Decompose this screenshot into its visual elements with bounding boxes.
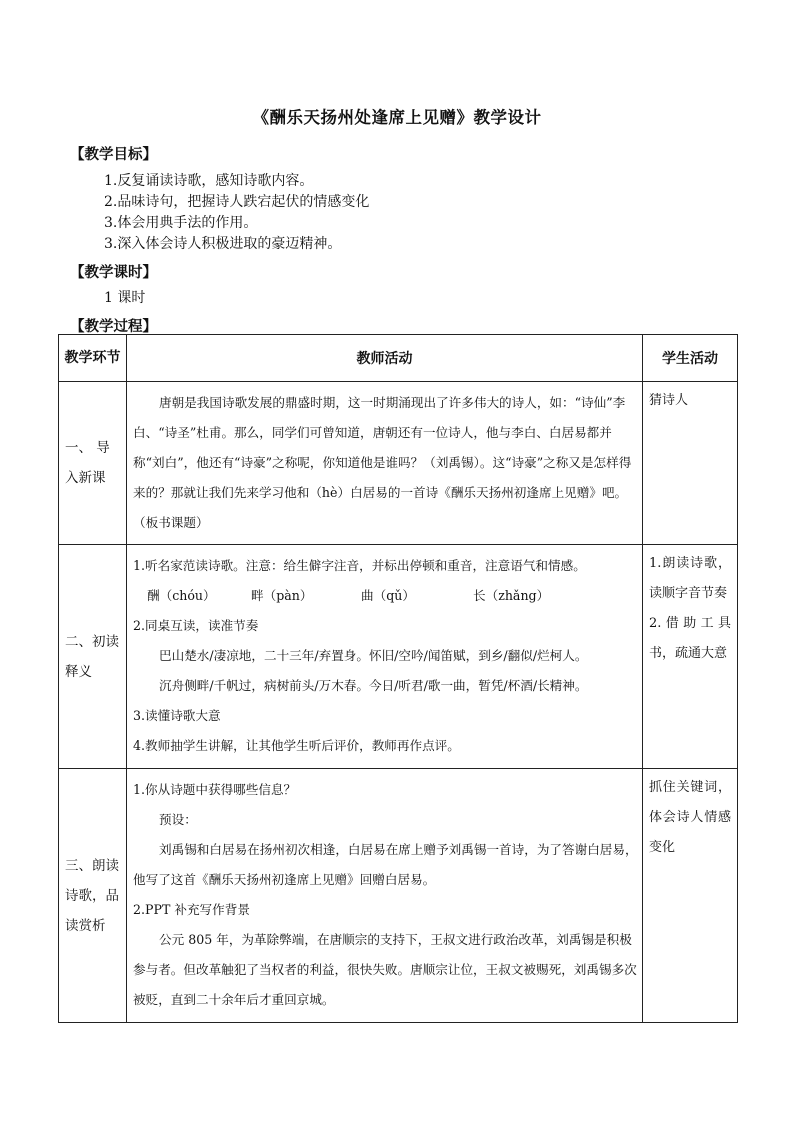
table-row [59, 769, 738, 1023]
teacher-cell [127, 769, 643, 1023]
hours-heading: 【教学课时】 [70, 264, 157, 281]
teacher-text: 刘禹锡和白居易在扬州初次相逢，白居易在席上赠予刘禹锡一首诗，为了答谢白居易，他写了这首《酬乐天扬州初逢席上见赠》回赠白居易。 [133, 842, 638, 887]
goal-item: 3.深入体会诗人积极进取的豪迈精神。 [104, 236, 342, 252]
pinyin-item: 曲（qǔ） [361, 588, 415, 603]
teacher-text: 预设： [159, 812, 197, 827]
student-text: 猜诗人 [649, 393, 689, 408]
teacher-text: 1.听名家范读诗歌。注意：给生僻字注音，并标出停顿和重音，注意语气和情感。 [133, 558, 586, 573]
teacher-text: 唐朝是我国诗歌发展的鼎盛时期，这一时期涌现出了许多伟大的诗人，如：“诗仙”李白、“诗圣”杜甫。那么，同学们可曾知道，唐朝还有一位诗人，他与李白、白居易都并称“刘白”，他还有“诗豪”之称呢，你知道他是谁吗？（刘禹锡）。这“诗豪”之称又是怎样得来的？那就让我们先来学习他和（hè）白居易的一首诗《酬乐天扬州初逢席上见赠》吧。（板书课题） [133, 395, 632, 530]
process-heading: 【教学过程】 [70, 318, 157, 335]
teacher-cell [127, 545, 643, 769]
teacher-text: 公元 805 年，为革除弊端，在唐顺宗的支持下，王叔文进行政治改革，刘禹锡是积极参与者。但改革触犯了当权者的利益，很快失败。唐顺宗让位，王叔文被赐死，刘禹锡多次被贬，直到二十余年后才重回京城。 [133, 932, 637, 1007]
table-row [59, 382, 738, 545]
student-cell [643, 545, 738, 769]
poem-line: 巴山楚水/凄凉地，二十三年/弃置身。怀旧/空吟/闻笛赋，到乡/翻似/烂柯人。 [159, 648, 588, 663]
goal-item: 3.体会用典手法的作用。 [104, 215, 258, 231]
teacher-text: 1.你从诗题中获得哪些信息？ [133, 782, 297, 797]
hours-value: 1 课时 [104, 290, 146, 306]
student-cell [643, 382, 738, 545]
teacher-cell [127, 382, 643, 545]
pinyin-item: 长（zhǎng） [473, 588, 550, 603]
student-cell [643, 769, 738, 1023]
pinyin-item: 酬（chóu） [147, 588, 216, 603]
student-text: 1.朗读诗歌，读顺字音节奏 [649, 556, 731, 601]
stage-cell: 三、朗读诗歌，品读赏析 [59, 769, 127, 1023]
student-text: 2.借助工具书，疏通大意 [649, 616, 731, 661]
document-title: 《酬乐天扬州处逢席上见赠》教学设计 [252, 108, 542, 127]
header-teacher: 教师活动 [127, 335, 643, 382]
teacher-text: 3.读懂诗歌大意 [133, 708, 221, 723]
student-text: 抓住关键词，体会诗人情感变化 [649, 780, 731, 855]
poem-line: 沉舟侧畔/千帆过，病树前头/万木春。今日/听君/歌一曲，暂凭/杯酒/长精神。 [159, 678, 588, 693]
goal-item: 1.反复诵读诗歌，感知诗歌内容。 [104, 173, 314, 189]
pinyin-row [133, 581, 638, 611]
stage-cell: 一、 导入新课 [59, 382, 127, 545]
table-row [59, 545, 738, 769]
teacher-text: 2.同桌互读，读准节奏 [133, 618, 259, 633]
goal-item: 2.品味诗句，把握诗人跌宕起伏的情感变化 [104, 194, 370, 210]
pinyin-item: 畔（pàn） [251, 588, 313, 603]
header-stage: 教学环节 [59, 335, 127, 382]
goals-heading: 【教学目标】 [70, 146, 157, 163]
table-header-row [59, 335, 738, 382]
teacher-text: 4.教师抽学生讲解，让其他学生听后评价，教师再作点评。 [133, 738, 460, 753]
teacher-text: 2.PPT 补充写作背景 [133, 902, 250, 917]
header-student: 学生活动 [643, 335, 738, 382]
stage-cell: 二、初读释义 [59, 545, 127, 769]
process-table [58, 334, 738, 1023]
